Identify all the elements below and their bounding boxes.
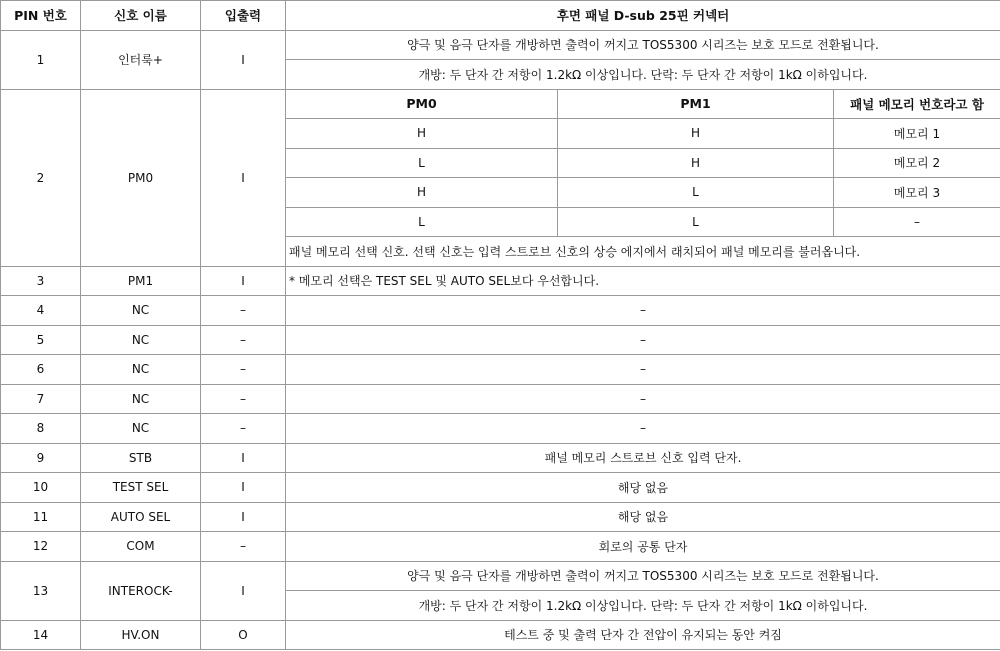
pin-cell: 1 <box>1 30 81 89</box>
signal-cell: AUTO SEL <box>81 502 201 532</box>
io-cell: – <box>201 325 286 355</box>
table-row <box>1 266 1000 296</box>
pin-cell: 9 <box>1 443 81 473</box>
desc-cell: – <box>286 384 1000 414</box>
header-desc: 후면 패널 D-sub 25핀 커넥터 <box>286 1 1000 31</box>
io-cell: I <box>201 561 286 620</box>
io-cell: – <box>201 414 286 444</box>
sub-cell: L <box>558 207 834 237</box>
io-cell: – <box>201 296 286 326</box>
pin-cell: 10 <box>1 473 81 503</box>
table-row <box>1 384 1000 414</box>
sub-cell: 메모리 3 <box>834 178 1000 208</box>
io-cell: I <box>201 89 286 266</box>
pin-cell: 7 <box>1 384 81 414</box>
io-cell: I <box>201 266 286 296</box>
sub-cell: H <box>558 119 834 149</box>
desc-cell: 개방: 두 단자 간 저항이 1.2kΩ 이상입니다. 단락: 두 단자 간 저항이 1kΩ 이하입니다. <box>286 60 1000 90</box>
desc-cell: 해당 없음 <box>286 502 1000 532</box>
signal-cell: INTEROCK- <box>81 561 201 620</box>
table-row <box>1 443 1000 473</box>
desc-cell: 해당 없음 <box>286 473 1000 503</box>
pin-cell: 5 <box>1 325 81 355</box>
desc-cell: 양극 및 음극 단자를 개방하면 출력이 꺼지고 TOS5300 시리즈는 보호 모드로 전환됩니다. <box>286 561 1000 591</box>
sub-cell: L <box>286 148 558 178</box>
header-pin: PIN 번호 <box>1 1 81 31</box>
desc-cell: – <box>286 414 1000 444</box>
signal-cell: HV.ON <box>81 620 201 650</box>
table-row <box>1 296 1000 326</box>
sub-cell: H <box>286 178 558 208</box>
table-row <box>1 561 1000 591</box>
signal-cell: NC <box>81 296 201 326</box>
desc-cell: 회로의 공통 단자 <box>286 532 1000 562</box>
signal-cell: NC <box>81 384 201 414</box>
io-cell: – <box>201 532 286 562</box>
sub-cell: L <box>558 178 834 208</box>
sub-cell: L <box>286 207 558 237</box>
signal-cell: NC <box>81 414 201 444</box>
io-cell: I <box>201 502 286 532</box>
signal-cell: TEST SEL <box>81 473 201 503</box>
io-cell: – <box>201 384 286 414</box>
table-row <box>1 620 1000 650</box>
sub-cell: 메모리 1 <box>834 119 1000 149</box>
header-signal: 신호 이름 <box>81 1 201 31</box>
desc-cell: 양극 및 음극 단자를 개방하면 출력이 꺼지고 TOS5300 시리즈는 보호 모드로 전환됩니다. <box>286 30 1000 60</box>
pin-cell: 14 <box>1 620 81 650</box>
io-cell: I <box>201 473 286 503</box>
sub-header-pm1: PM1 <box>558 89 834 119</box>
desc-cell: – <box>286 296 1000 326</box>
sub-header-memory: 패널 메모리 번호라고 함 <box>834 89 1000 119</box>
signal-cell: NC <box>81 355 201 385</box>
io-cell: – <box>201 355 286 385</box>
sub-cell: H <box>286 119 558 149</box>
pin-cell: 8 <box>1 414 81 444</box>
desc-cell: 패널 메모리 선택 신호. 선택 신호는 입력 스트로브 신호의 상승 에지에서 래치되어 패널 메모리를 불러옵니다. <box>286 237 1000 267</box>
signal-cell: COM <box>81 532 201 562</box>
signal-cell: PM0 <box>81 89 201 266</box>
table-row <box>1 89 1000 119</box>
io-cell: I <box>201 443 286 473</box>
pin-cell: 11 <box>1 502 81 532</box>
sub-cell: H <box>558 148 834 178</box>
table-row <box>1 30 1000 60</box>
pin-cell: 2 <box>1 89 81 266</box>
table-row <box>1 355 1000 385</box>
desc-cell: – <box>286 355 1000 385</box>
header-io: 입출력 <box>201 1 286 31</box>
pin-cell: 12 <box>1 532 81 562</box>
desc-cell: 테스트 중 및 출력 단자 간 전압이 유지되는 동안 켜짐 <box>286 620 1000 650</box>
pin-cell: 13 <box>1 561 81 620</box>
desc-cell: 패널 메모리 스트로브 신호 입력 단자. <box>286 443 1000 473</box>
header-row <box>1 1 1000 31</box>
signal-cell: PM1 <box>81 266 201 296</box>
table-row <box>1 414 1000 444</box>
sub-cell: – <box>834 207 1000 237</box>
sub-cell: 메모리 2 <box>834 148 1000 178</box>
table-row <box>1 325 1000 355</box>
pin-cell: 3 <box>1 266 81 296</box>
io-cell: O <box>201 620 286 650</box>
signal-cell: NC <box>81 325 201 355</box>
sub-header-pm0: PM0 <box>286 89 558 119</box>
signal-cell: STB <box>81 443 201 473</box>
signal-cell: 인터룩+ <box>81 30 201 89</box>
table-row <box>1 532 1000 562</box>
table-row <box>1 502 1000 532</box>
pin-cell: 6 <box>1 355 81 385</box>
table-row <box>1 473 1000 503</box>
pin-cell: 4 <box>1 296 81 326</box>
desc-cell: 개방: 두 단자 간 저항이 1.2kΩ 이상입니다. 단락: 두 단자 간 저항이 1kΩ 이하입니다. <box>286 591 1000 621</box>
io-cell: I <box>201 30 286 89</box>
desc-cell: – <box>286 325 1000 355</box>
desc-cell: * 메모리 선택은 TEST SEL 및 AUTO SEL보다 우선합니다. <box>286 266 1000 296</box>
